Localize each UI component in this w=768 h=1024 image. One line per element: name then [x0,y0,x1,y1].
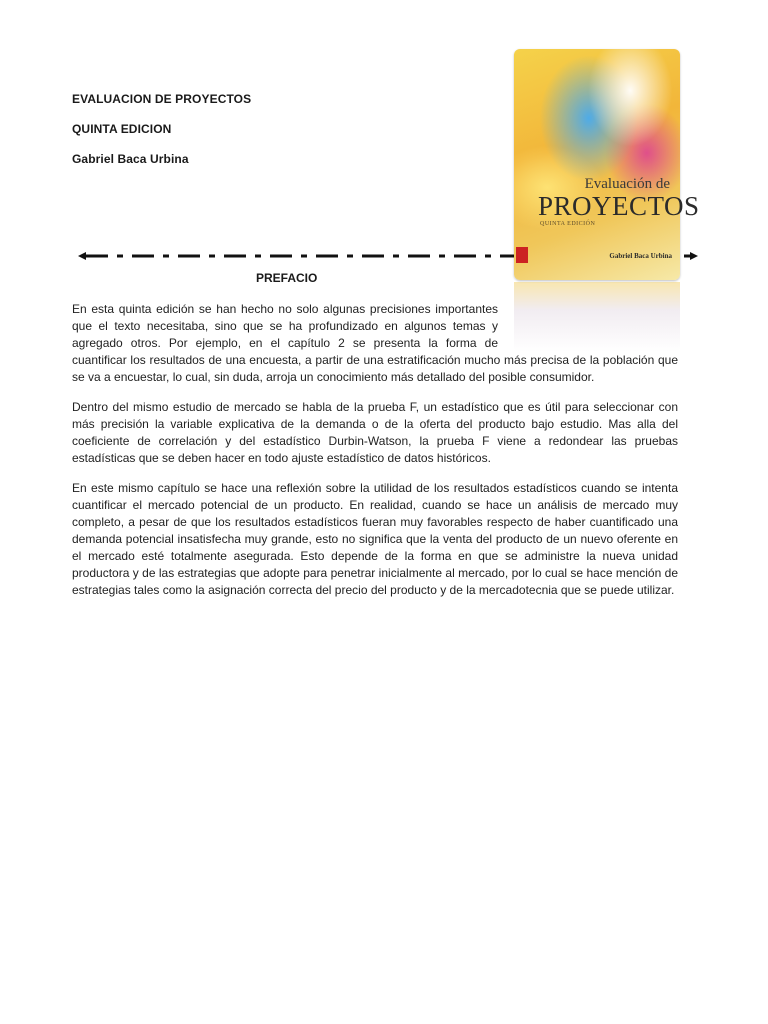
author-name: Gabriel Baca Urbina [72,152,189,166]
cover-author: Gabriel Baca Urbina [609,252,672,260]
paragraph-1-text: En esta quinta edición se han hecho no solo algunas precisiones importantes que el texto necesitaba, sino que se ha profundizado en algunos temas y agregado otros. Por ejemplo, en el capítulo 2 se presenta la forma de cuantificar los resultados de una encuesta, a partir de una estratificación mucho más precisa de la población que se va a encuestar, lo cual, sin duda, arroja un conocimiento más detallado del posible consumidor. [72,302,678,384]
paragraph-1 [72,301,678,386]
book-cover-image [514,49,700,280]
publisher-logo-icon [516,247,528,263]
cover-title-small: Evaluación de [584,176,670,192]
edition-label: QUINTA EDICION [72,122,172,136]
paragraph-3: En este mismo capítulo se hace una reflexión sobre la utilidad de los resultados estadísticos cuando se intenta cuantificar el mercado potencial de un producto. En realidad, cuando se hace un análisis de mercado muy completo, a pesar de que los resultados estadísticos fueran muy favorables respecto de haber cuantificado una demanda potencial insatisfecha muy grande, esto no significa que la venta del producto de un nuevo oferente en el mercado esté totalmente asegurada. Esto depende de la forma en que se administre la nueva unidad productora y de las estrategias que adopte para penetrar inicialmente al mercado, por lo cual se hace mención de estrategias tales como la asignación correcta del precio del producto y de la mercadotecnia que se puede utilizar. [72,481,678,597]
paragraph-2: Dentro del mismo estudio de mercado se habla de la prueba F, un estadístico que es útil para seleccionar con más precisión la variable explicativa de la demanda o de la oferta del producto bajo estudio. Mas alla del coeficiente de correlación y del estadístico Durbin-Watson, la prueba F viene a redondear las pruebas estadísticas que se deben hacer en todo ajuste estadístico de datos históricos. [72,400,678,465]
cover-title-big: PROYECTOS [538,191,700,221]
section-title: PREFACIO [256,271,318,285]
cover-edition: QUINTA EDICIÓN [540,221,596,227]
document-title: EVALUACION DE PROYECTOS [72,92,252,106]
